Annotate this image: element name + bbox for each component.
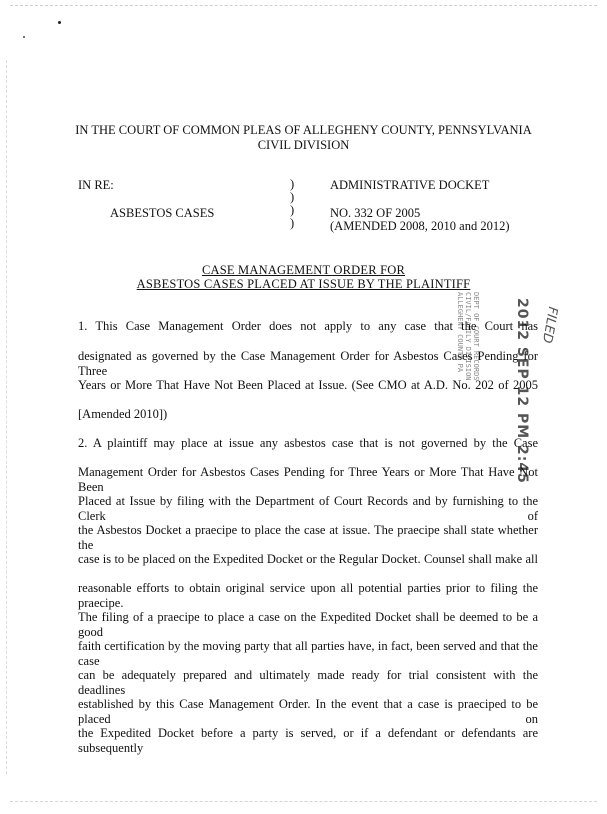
para2-line: the Asbestos Docket a praecipe to place the case at issue. The praecipe shall state whether the	[78, 523, 538, 552]
order-title-line1: CASE MANAGEMENT ORDER FOR	[201, 263, 406, 277]
para1-line: Years or More That Have Not Been Placed at Issue. (See CMO at A.D. No. 202 of 2005	[78, 378, 538, 392]
para2-line: reasonable efforts to obtain original service upon all potential parties prior to filing the praecipe.	[78, 581, 538, 610]
para2-line: the Expedited Docket before a party is served, or if a defendant or defendants are subsequently	[78, 726, 538, 755]
caption-paren: )	[290, 203, 295, 217]
stamp-filed: FILED	[538, 305, 560, 345]
para2-line: Placed at Issue by filing with the Department of Court Records and by furnishing to the Clerk of	[78, 494, 538, 523]
docket-type: ADMINISTRATIVE DOCKET	[330, 178, 490, 192]
caption-paren: )	[290, 177, 295, 191]
scan-edge-left	[6, 60, 7, 774]
stamp-sub-line: CIVIL/FAMILY DIVISION	[464, 292, 472, 381]
docket-amended: (AMENDED 2008, 2010 and 2012)	[330, 219, 510, 233]
para2-line: established by this Case Management Order. In the event that a case is praeciped to be placed on	[78, 697, 538, 726]
para2-line: Management Order for Asbestos Cases Pending for Three Years or More That Have Not Been	[78, 465, 538, 494]
para2-line: faith certification by the moving party that all parties have, in fact, been served and that the case	[78, 639, 538, 668]
para2-line: 2. A plaintiff may place at issue any asbestos case that is not governed by the Case	[78, 436, 538, 450]
scan-edge-bottom	[10, 801, 597, 802]
caption-paren: )	[290, 190, 295, 204]
para2-line: case is to be placed on the Expedited Docket or the Regular Docket. Counsel shall make all	[78, 552, 538, 566]
stamp-sub-line: ALLEGHENY COUNTY PA	[456, 292, 464, 373]
docket-number: NO. 332 OF 2005	[330, 206, 421, 220]
scan-speck	[23, 36, 25, 38]
court-division: CIVIL DIVISION	[257, 138, 350, 152]
caption-paren: )	[290, 216, 295, 230]
scan-edge-top	[10, 5, 597, 6]
caption-parentheses	[290, 178, 294, 230]
para1-line: [Amended 2010])	[78, 407, 168, 421]
case-name: ASBESTOS CASES	[110, 206, 215, 220]
para1-line: designated as governed by the Case Management Order for Asbestos Cases Pending for Three	[78, 349, 538, 378]
scan-speck	[58, 21, 61, 24]
stamp-date: 2012 SEP 12 PM 2:45	[514, 298, 530, 484]
stamp-sub-line: DEPT OF COURT RECORDS	[472, 292, 480, 381]
para2-line: The filing of a praecipe to place a case on the Expedited Docket shall be deemed to be a good	[78, 610, 538, 639]
para1-line: 1. This Case Management Order does not apply to any case that the Court has	[78, 319, 538, 333]
order-title-line2: ASBESTOS CASES PLACED AT ISSUE BY THE PLAINTIFF	[136, 277, 471, 291]
para2-line: can be adequately prepared and ultimately made ready for trial consistent with the deadlines	[78, 668, 538, 697]
court-heading: IN THE COURT OF COMMON PLEAS OF ALLEGHENY COUNTY, PENNSYLVANIA	[75, 123, 532, 137]
in-re-label: IN RE:	[78, 178, 114, 192]
